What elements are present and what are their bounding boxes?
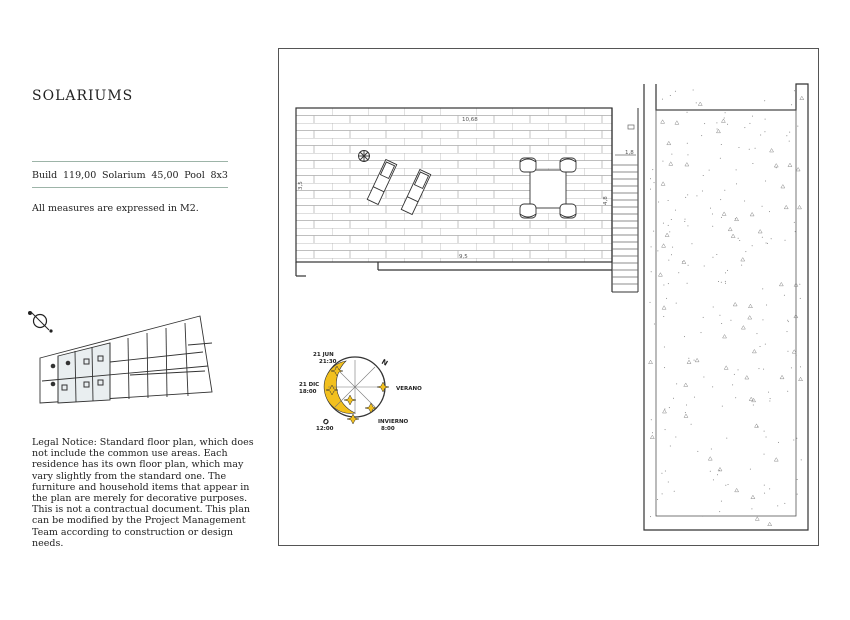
water-dot (784, 503, 785, 504)
water-dot (687, 154, 688, 155)
water-dot (768, 392, 769, 393)
water-dot (791, 367, 792, 368)
water-dot (650, 189, 651, 190)
water-dot (668, 481, 669, 482)
water-dot (716, 122, 717, 123)
water-dot (684, 221, 685, 222)
water-dot (764, 100, 765, 101)
water-dot (662, 161, 663, 162)
water-dot (721, 217, 722, 218)
water-dot (662, 99, 663, 100)
water-dot (671, 254, 672, 255)
water-dot (720, 199, 721, 200)
water-dot (688, 358, 689, 359)
sun-icon (365, 403, 377, 413)
water-dot (757, 426, 758, 427)
water-dot (712, 386, 713, 387)
water-dot (787, 391, 788, 392)
water-dot (668, 260, 669, 261)
water-dot (671, 219, 672, 220)
water-dot (704, 123, 705, 124)
water-dot (725, 485, 726, 486)
water-dot (713, 479, 714, 480)
jun-time: 21:30 (319, 359, 337, 365)
water-dot (685, 412, 686, 413)
water-mark (698, 102, 702, 106)
water-dot (657, 250, 658, 251)
water-dot (675, 91, 676, 92)
water-dot (654, 324, 655, 325)
water-dot (687, 283, 688, 284)
water-dot (734, 374, 735, 375)
water-dot (696, 195, 697, 196)
dim-right: 4,8 (603, 196, 609, 205)
water-dot (650, 178, 651, 179)
water-dot (753, 404, 754, 405)
water-dot (676, 383, 677, 384)
water-dot (787, 320, 788, 321)
water-dot (725, 283, 726, 284)
water-dot (710, 208, 711, 209)
water-dot (685, 197, 686, 198)
dim-step: 1,8 (625, 150, 634, 156)
water-dot (751, 508, 752, 509)
water-dot (744, 200, 745, 201)
sun-path-diagram (299, 352, 422, 432)
water-dot (749, 149, 750, 150)
water-dot (736, 169, 737, 170)
water-dot (776, 167, 777, 168)
water-dot (797, 494, 798, 495)
water-dot (712, 257, 713, 258)
water-dot (762, 288, 763, 289)
west-label: O (320, 417, 331, 428)
water-dot (703, 317, 704, 318)
water-dot (765, 119, 766, 120)
water-dot (756, 333, 757, 334)
water-dot (764, 131, 765, 132)
water-dot (796, 438, 797, 439)
water-dot (766, 243, 767, 244)
water-dot (744, 127, 745, 128)
water-dot (687, 112, 688, 113)
invierno-label: INVIERNO (378, 419, 409, 425)
water-dot (674, 491, 675, 492)
water-dot (787, 351, 788, 352)
west-time: 12:00 (316, 426, 334, 432)
water-dot (662, 493, 663, 494)
chair (560, 204, 576, 218)
water-dot (671, 154, 672, 155)
water-dot (797, 126, 798, 127)
water-dot (794, 90, 795, 91)
water-dot (694, 397, 695, 398)
water-dot (784, 295, 785, 296)
water-dot (653, 231, 654, 232)
water-dot (719, 470, 720, 471)
water-dot (669, 231, 670, 232)
water-dot (652, 432, 653, 433)
water-dot (703, 175, 704, 176)
water-dot (717, 128, 718, 129)
water-dot (721, 323, 722, 324)
water-dot (755, 148, 756, 149)
water-dot (752, 116, 753, 117)
water-dot (685, 219, 686, 220)
water-dot (668, 200, 669, 201)
water-dot (673, 398, 674, 399)
table (530, 170, 566, 208)
page-title: SOLARIUMS (32, 88, 134, 104)
solarium-value: 45,00 (151, 169, 179, 181)
water-dot (712, 214, 713, 215)
water-dot (725, 272, 726, 273)
water-dot (661, 473, 662, 474)
water-dot (718, 281, 719, 282)
water-dot (738, 238, 739, 239)
water-dot (703, 376, 704, 377)
water-dot (664, 347, 665, 348)
parasol-icon (358, 150, 370, 162)
water-dot (668, 283, 669, 284)
water-dot (652, 169, 653, 170)
water-dot (720, 158, 721, 159)
water-dot (797, 479, 798, 480)
water-dot (651, 271, 652, 272)
water-dot (795, 231, 796, 232)
water-dot (750, 469, 751, 470)
water-dot (752, 163, 753, 164)
dic-time: 18:00 (299, 389, 317, 395)
water-dot (738, 369, 739, 370)
water-dot (762, 237, 763, 238)
water-dot (794, 222, 795, 223)
water-dot (709, 170, 710, 171)
water-dot (651, 246, 652, 247)
water-dot (669, 407, 670, 408)
water-dot (654, 182, 655, 183)
water-dot (764, 454, 765, 455)
water-dot (678, 272, 679, 273)
water-dot (663, 285, 664, 286)
water-dot (704, 266, 705, 267)
water-dot (789, 132, 790, 133)
water-dot (799, 284, 800, 285)
water-dot (722, 406, 723, 407)
water-dot (658, 201, 659, 202)
water-dot (691, 424, 692, 425)
water-dot (724, 190, 725, 191)
measures-note: All measures are expressed in M2. (32, 203, 199, 214)
stair (612, 125, 638, 284)
dic-date: 21 DIC (299, 382, 320, 388)
water-dot (738, 147, 739, 148)
water-dot (769, 211, 770, 212)
water-dot (777, 505, 778, 506)
solarium-terrace (296, 108, 638, 292)
water-dot (739, 240, 740, 241)
water-dot (778, 442, 779, 443)
water-dot (786, 135, 787, 136)
pool (644, 84, 808, 530)
water-dot (765, 181, 766, 182)
water-dot (665, 429, 666, 430)
legal-notice: Legal Notice: Standard floor plan, which does not include the common use areas. Each residence has its own floor plan, which may vary slightly from the standard one. The furniture and household items that appear in the plan are merely for decorative purposes. This is not a contractual document. This plan can be modified by the Project Management Team according to construction or design needs. (32, 437, 254, 549)
pool-value: 8x3 (210, 169, 228, 181)
water-dot (725, 281, 726, 282)
water-dot (800, 298, 801, 299)
water-dot (764, 485, 765, 486)
water-dot (650, 302, 651, 303)
water-dot (801, 459, 802, 460)
chair (520, 158, 536, 172)
chair (560, 158, 576, 172)
water-dot (732, 384, 733, 385)
jun-date: 21 JUN (313, 352, 334, 358)
sun-icon (347, 414, 359, 424)
water-dot (650, 516, 651, 517)
water-dot (665, 470, 666, 471)
water-dot (766, 304, 767, 305)
water-dot (741, 265, 742, 266)
water-dot (676, 303, 677, 304)
water-dot (763, 369, 764, 370)
water-dot (796, 355, 797, 356)
water-dot (764, 493, 765, 494)
water-dot (684, 336, 685, 337)
water-dot (670, 95, 671, 96)
water-dot (727, 270, 728, 271)
water-dot (701, 332, 702, 333)
solarium-label: Solarium (101, 169, 146, 181)
water-dot (663, 316, 664, 317)
water-dot (711, 449, 712, 450)
water-dot (767, 243, 768, 244)
water-dot (771, 238, 772, 239)
water-dot (712, 226, 713, 227)
water-dot (675, 210, 676, 211)
water-dot (735, 397, 736, 398)
water-dot (791, 104, 792, 105)
build-value: 119,00 (63, 169, 97, 181)
pool-label: Pool (184, 169, 205, 181)
water-dot (762, 206, 763, 207)
water-dot (663, 223, 664, 224)
water-dot (675, 437, 676, 438)
water-dot (762, 319, 763, 320)
water-dot (800, 366, 801, 367)
sun-icon (377, 382, 389, 392)
water-dot (668, 225, 669, 226)
water-dot (693, 90, 694, 91)
dim-left: 3,5 (298, 181, 304, 190)
invierno-time: 8:00 (381, 426, 395, 432)
water-dot (769, 400, 770, 401)
water-dot (701, 135, 702, 136)
water-dot (786, 331, 787, 332)
water-dot (666, 298, 667, 299)
water-dot (664, 408, 665, 409)
build-label: Build (32, 169, 58, 181)
water-dot (694, 360, 695, 361)
water-dot (789, 141, 790, 142)
water-dot (710, 471, 711, 472)
water-dot (725, 112, 726, 113)
water-dot (688, 265, 689, 266)
water-dot (719, 511, 720, 512)
water-dot (721, 144, 722, 145)
water-dot (687, 143, 688, 144)
water-dot (769, 488, 770, 489)
water-dot (686, 404, 687, 405)
water-dot (745, 251, 746, 252)
water-dot (657, 499, 658, 500)
verano-label: VERANO (396, 386, 422, 392)
water-dot (788, 321, 789, 322)
dim-top: 10,68 (462, 117, 478, 123)
water-dot (760, 135, 761, 136)
water-dot (766, 437, 767, 438)
water-dot (721, 282, 722, 283)
water-dot (730, 320, 731, 321)
water-dot (713, 306, 714, 307)
water-dot (691, 243, 692, 244)
water-dot (687, 225, 688, 226)
water-dot (726, 438, 727, 439)
water-dot (724, 117, 725, 118)
water-dot (702, 191, 703, 192)
chair (520, 204, 536, 218)
water-dot (793, 439, 794, 440)
water-dot (687, 194, 688, 195)
water-dot (727, 124, 728, 125)
water-dot (670, 446, 671, 447)
water-dot (758, 368, 759, 369)
water-dot (696, 102, 697, 103)
water-dot (749, 123, 750, 124)
water-dot (702, 516, 703, 517)
water-dot (717, 474, 718, 475)
water-dot (785, 240, 786, 241)
water-dot (764, 431, 765, 432)
water-dot (697, 451, 698, 452)
water-dot (716, 254, 717, 255)
water-dot (651, 419, 652, 420)
water-dot (721, 501, 722, 502)
water-dot (664, 367, 665, 368)
water-dot (770, 398, 771, 399)
water-dot (752, 245, 753, 246)
water-dot (728, 484, 729, 485)
north-label: N (380, 357, 390, 368)
water-dot (760, 346, 761, 347)
water-dot (736, 183, 737, 184)
dim-bottom: 9,5 (459, 254, 468, 260)
water-dot (719, 315, 720, 316)
water-dot (672, 247, 673, 248)
water-dot (765, 344, 766, 345)
